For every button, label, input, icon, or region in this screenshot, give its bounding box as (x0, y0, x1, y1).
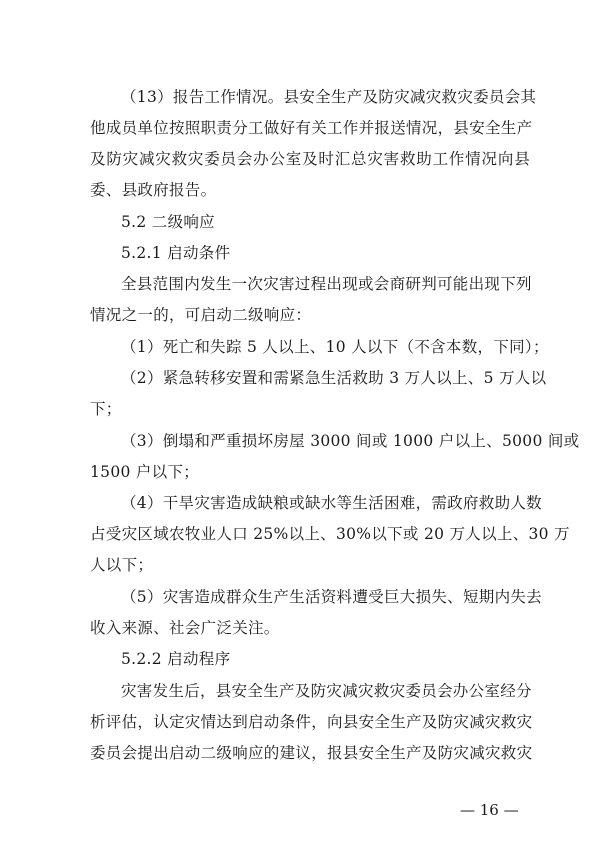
condition-item-3-line-2: 1500 户以下； (90, 463, 200, 481)
page-number: — 16 — (460, 801, 519, 819)
paragraph-procedure-line-1: 灾害发生后，县安全生产及防灾减灾救灾委员会办公室经分 (121, 682, 532, 700)
paragraph-item-13-line-2: 他成员单位按照职责分工做好有关工作并报送情况，县安全生产 (90, 119, 533, 137)
paragraph-item-13-line-1: （13）报告工作情况。县安全生产及防灾减灾救灾委员会其 (121, 88, 537, 106)
subsection-heading-5-2-2: 5.2.2 启动程序 (121, 650, 231, 668)
section-heading-5-2: 5.2 二级响应 (121, 213, 215, 231)
condition-item-5-line-2: 收入来源、社会广泛关注。 (90, 619, 280, 637)
condition-item-2-line-1: （2）紧急转移安置和需紧急生活救助 3 万人以上、5 万人以 (121, 369, 547, 387)
paragraph-procedure-line-3: 委员会提出启动二级响应的建议，报县安全生产及防灾减灾救灾 (90, 744, 533, 762)
condition-item-5-line-1: （5）灾害造成群众生产生活资料遭受巨大损失、短期内失去 (121, 588, 542, 606)
paragraph-procedure-line-2: 析评估，认定灾情达到启动条件，向县安全生产及防灾减灾救灾 (90, 713, 533, 731)
paragraph-item-13-line-3: 及防灾减灾救灾委员会办公室及时汇总灾害救助工作情况向县 (90, 150, 530, 168)
condition-item-4-line-1: （4）干旱灾害造成缺粮或缺水等生活困难，需政府救助人数 (121, 494, 542, 512)
subsection-heading-5-2-1: 5.2.1 启动条件 (121, 244, 231, 262)
paragraph-item-13-line-4: 委、县政府报告。 (90, 181, 217, 199)
condition-item-4-line-2: 占受灾区域农牧业人口 25%以上、30%以下或 20 万人以上、30 万 (90, 525, 570, 543)
condition-item-3-line-1: （3）倒塌和严重损坏房屋 3000 间或 1000 户以上、5000 间或 (121, 432, 580, 450)
condition-item-2-line-2: 下； (90, 400, 122, 418)
paragraph-conditions-line-2: 情况之一的，可启动二级响应： (90, 306, 312, 324)
condition-item-1: （1）死亡和失踪 5 人以上、10 人以下（不含本数，下同）； (121, 338, 549, 356)
paragraph-conditions-line-1: 全县范围内发生一次灾害过程出现或会商研判可能出现下列 (121, 275, 532, 293)
condition-item-4-line-3: 人以下； (90, 556, 154, 574)
